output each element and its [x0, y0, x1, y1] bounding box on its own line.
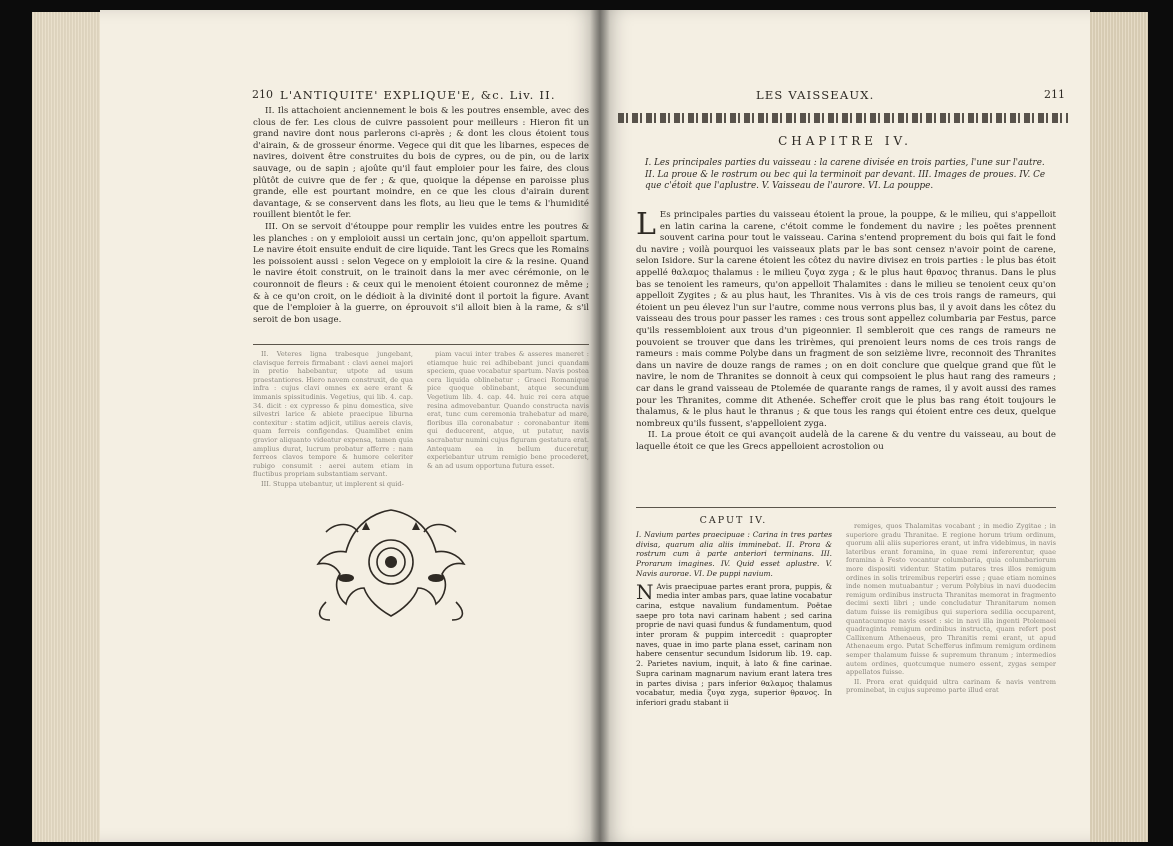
- footnote: III. Stuppa utebantur, ut implerent si quid-: [261, 479, 404, 488]
- left-footnotes-col2: [427, 350, 589, 471]
- caput-title: CAPUT IV.: [699, 515, 768, 526]
- caput-rule: [636, 507, 1056, 508]
- left-page: [100, 10, 600, 842]
- left-running-head: L'ANTIQUITE' EXPLIQUE'E, &c. Liv. II.: [280, 88, 556, 102]
- drop-capital: L: [636, 207, 656, 242]
- left-main-text: [253, 106, 589, 326]
- right-page-number: 211: [1044, 88, 1065, 101]
- book-gutter: [590, 10, 610, 842]
- right-page-edges: [1088, 12, 1148, 842]
- right-paragraph-1: L Es principales parties du vaisseau étoient la proue, la pouppe, & le milieu, qui s'appelloit en latin carina la carene, c'étoit comme le fondement du navire ; les poëtes prennent souvent carina pour tout le vaisseau. Carina s'entend proprement du bois qui fait le fond du navire ; voilà pourquoi les vaisseaux plats par le bas sont censez n'avoir point de carene, selon Isidore. Sur la carene étoient les côtez du navire divisez en trois parties : le plus bas étoit appellé θαλαμος thalamus : le milieu ζυγα zyga ; & le plus haut θρανος thranus. Dans le plus bas se tenoient les rameurs, qu'on appelloit Thalamites : dans le milieu se tenoient ceux qu'on appelloit Zygites ; & au plus haut, les Thranites. Vis à vis de ces trois rangs de rameurs, qui étoient un peu élevez l'un sur l'autre, comme nous verrons plus bas, il y avoit dans les côtez du vaisseau des trous pour passer les rames : ces trous sont appellez columbaria par Festus, parce qu'ils ressembloient aux trous d'un pigeonnier. Il sembleroit que ces rangs de rameurs ne pouvoient se trouver que dans les trirèmes, qui prenoient leurs noms de ces trois rangs de rameurs : mais comme Polybe dans un fragment de son seizième livre, reconnoit des Thranites dans un navire de douze rangs de rames ; on en doit conclure que quelque grand que fût le navire, le nom de Thranites se donnoit à ceux qui compsoient le plus haut rang des rameurs ; car dans le grand vaisseau de Ptolemée de quarante rangs de rames, il y avoit aussi des rames pour les Thranites, comme dit Athenée. Scheffer croit que le plus bas rang étoit toujours le thalamus, & le plus haut le thranus ; & que tous les rangs qui étoient entre ces deux, quelque nombreux qu'ils fussent, s'appelloient zyga.: [636, 207, 1056, 429]
- footnote-rule: [253, 344, 589, 345]
- caput-text-1: N Avis praecipuae partes erant prora, puppis, & media inter ambas pars, quae latine vocabatur carina, estque navalium fundamentum. Poëtae saepe pro tota navi carinam habent ; sed carina proprie de navi quasi fundus & fundamentum, quod inter proram & puppim intercedit : quapropter naves, quae in imo parte plana esset, carinam non habere censentur secundum Isidorum lib. 19. cap. 2. Parietes navium, inquit, à lato & fine carinae. Supra carinam magnarum navium erant latera tres in partes divisa ; pars inferior θαλαμος thalamus vocabatur, media ζυγα zyga, superior θρανος. In inferiori gradu stabant ii: [636, 579, 832, 707]
- header-ornament-band: [618, 113, 1068, 123]
- right-running-head: LES VAISSEAUX.: [756, 88, 875, 102]
- right-paragraph-2: II. La proue étoit ce qui avançoit audelà de la carene & du ventre du vaisseau, au bout de laquelle étoit ce que les Grecs appelloient acrostolion ou: [636, 430, 1056, 452]
- chapter-title: CHAPITRE IV.: [778, 134, 912, 148]
- right-page: [600, 10, 1090, 842]
- left-paragraph: III. On se servoit d'étouppe pour remplir les vuides entre les poutres & les planches : on y emploioit aussi un certain jonc, qu'on appelloit spartum. Le navire étoit ensuite enduit de cire liquide. Tant les Grecs que les Romains les poissoient aussi : selon Vegece on y emploioit la cire & la resine. Quand le navire étoit construit, on le trainoit dans la mer avec cérémonie, on le couronnoit de fleurs : & ceux qui le menoient étoient couronnez de même ; & à ce qu'on croit, on le dédioit à la divinité dont il portoit la figure. Avant que de l'emploier à la guerre, on éprouvoit s'il alloit bien à la rame, & s'il seroit de bon usage.: [253, 221, 590, 325]
- right-main-text: [636, 207, 1056, 453]
- caput-text-2: remiges, quos Thalamitas vocabant ; in medio Zygitae ; in superiore gradu Thranitae. E regione horum trium ordinum, quorum alii aliis superiores erant, ut infra videbimus, in navis lateribus erant foramina, in quae remi infererentur, quae foramina à Festo vocantur columbaria, quia columbariorum more dispositi videntur. Statim putares tres illos remigum ordines in solis triremibus reperiri esse ; quae etiam nomines inde nomen mutuabantur ; verum Polybius in navi duodecim remigum ordinibus instructa Thranitas memorat in fragmento decimi sexti libri ; unde concludatur Thranitarum nomen datum fuisse iis remigibus qui superiora sedilia occuparent, quantacumque navis esset : sic in navi illa ingenti Ptolemaei quadraginta remigum ordinibus instructa, quam refert post Callixenum Athenaeus, pro Thranitis remi erant, ut apud Athenaeum ergo. Putat Schefferus infimum remigum ordinem semper thalamum fuisse & supremum thranum ; intermedios autem ordines, quotcumque numero essent, zygas semper appellatos fuisse.: [846, 522, 1056, 677]
- caput-col2: [846, 522, 1056, 696]
- caput-drop-capital: N: [636, 579, 654, 604]
- footnote: II. Veteres ligna trabesque jungebant, clavisque ferreis firmabant : clavi aenei majori in pretio habebantur, utpote ad usum praestantiores. Hiero navem construxit, de qua infra : cujus clavi omnes ex aere erant & immanis spissitudinis. Vegetius, qui lib. 4. cap. 34. dicit : ex cypresso & pinu domestica, sive silvestri larice & abiete praecipue liburna contexitur : statim adjicit, utilius aereis clavis, quam ferreis configendas. Quamlibet enim gravior aliquanto videatur expensa, tamen quia amplius durat, lucrum probatur afferre : nam ferreos clavos tempore & humore celeriter rubigo consumit : aerei autem etiam in fluctibus propriam substantiam servant.: [253, 350, 413, 479]
- caput-text-3: II. Prora erat quidquid ultra carinam & navis ventrem prominebat, in cujus supremo parte illud erat: [846, 677, 1056, 695]
- caput-summary: I. Navium partes praecipuae : Carina in tres partes divisa, quarum alia aliis imminebat. II. Prora & rostrum cum à parte anteriori terminans. III. Prorarum imagines. IV. Quid esset aplustre. V. Navis aurorae. VI. De puppi navium.: [636, 530, 832, 578]
- left-page-number: 210: [252, 88, 273, 101]
- caput-col1: [636, 530, 832, 709]
- left-footnotes-col1: [253, 350, 413, 490]
- left-paragraph: II. Ils attachoient anciennement le bois & les poutres ensemble, avec des clous de fer. Les clous de cuivre passoient pour meilleurs : Hieron fit un grand navire dont nous parlerons ci-après ; & dont les clous étoient tous d'airain, & de grosseur énorme. Vegece qui dit que les libarnes, especes de navires, doivent être construites du bois de cypres, ou de pin, ou de larix sauvage, ou de sapin ; ajoûte qu'il faut emploier pour les faire, des clous plûtôt de cuivre que de fer ; & que, quoique la dépense en paroisse plus grande, elle est pourtant moindre, en ce que les clous d'airain durent davantage, & se conservent dans les flots, au lieu que le tems & l'humidité rouillent bientôt le fer.: [253, 106, 589, 221]
- fleuron-ornament: [306, 502, 476, 624]
- footnote: piam vacui inter trabes & asseres maneret : etiamque huic rei adhibebant junci quandam speciem, quae vocabatur spartum. Navis postea cera liquida oblinebatur : Graeci Romanique pice quoque oblinebant, atque secundum Vegetium lib. 4. cap. 44. huic rei cera atque resina admovebantur. Quando constructa navis erat, tunc cum ceremonia trahebatur ad mare, floribus illa coronabatur : coronabantur item qui deducerent, atque, ut putatur, navis sacrabatur numini cujus figuram gestatura erat. Antequam ea in bellum duceretur, experiebantur utrum remigio bene procederet, & an ad usum opportuna futura esset.: [427, 350, 589, 470]
- chapter-summary: I. Les principales parties du vaisseau : la carene divisée en trois parties, l'une sur l'autre. II. La proue & le rostrum ou bec qui la terminoit par devant. III. Images de proues. IV. Ce que c'étoit que l'aplustre. V. Vaisseau de l'aurore. VI. La pouppe.: [645, 158, 1046, 191]
- left-page-edges: [32, 12, 102, 842]
